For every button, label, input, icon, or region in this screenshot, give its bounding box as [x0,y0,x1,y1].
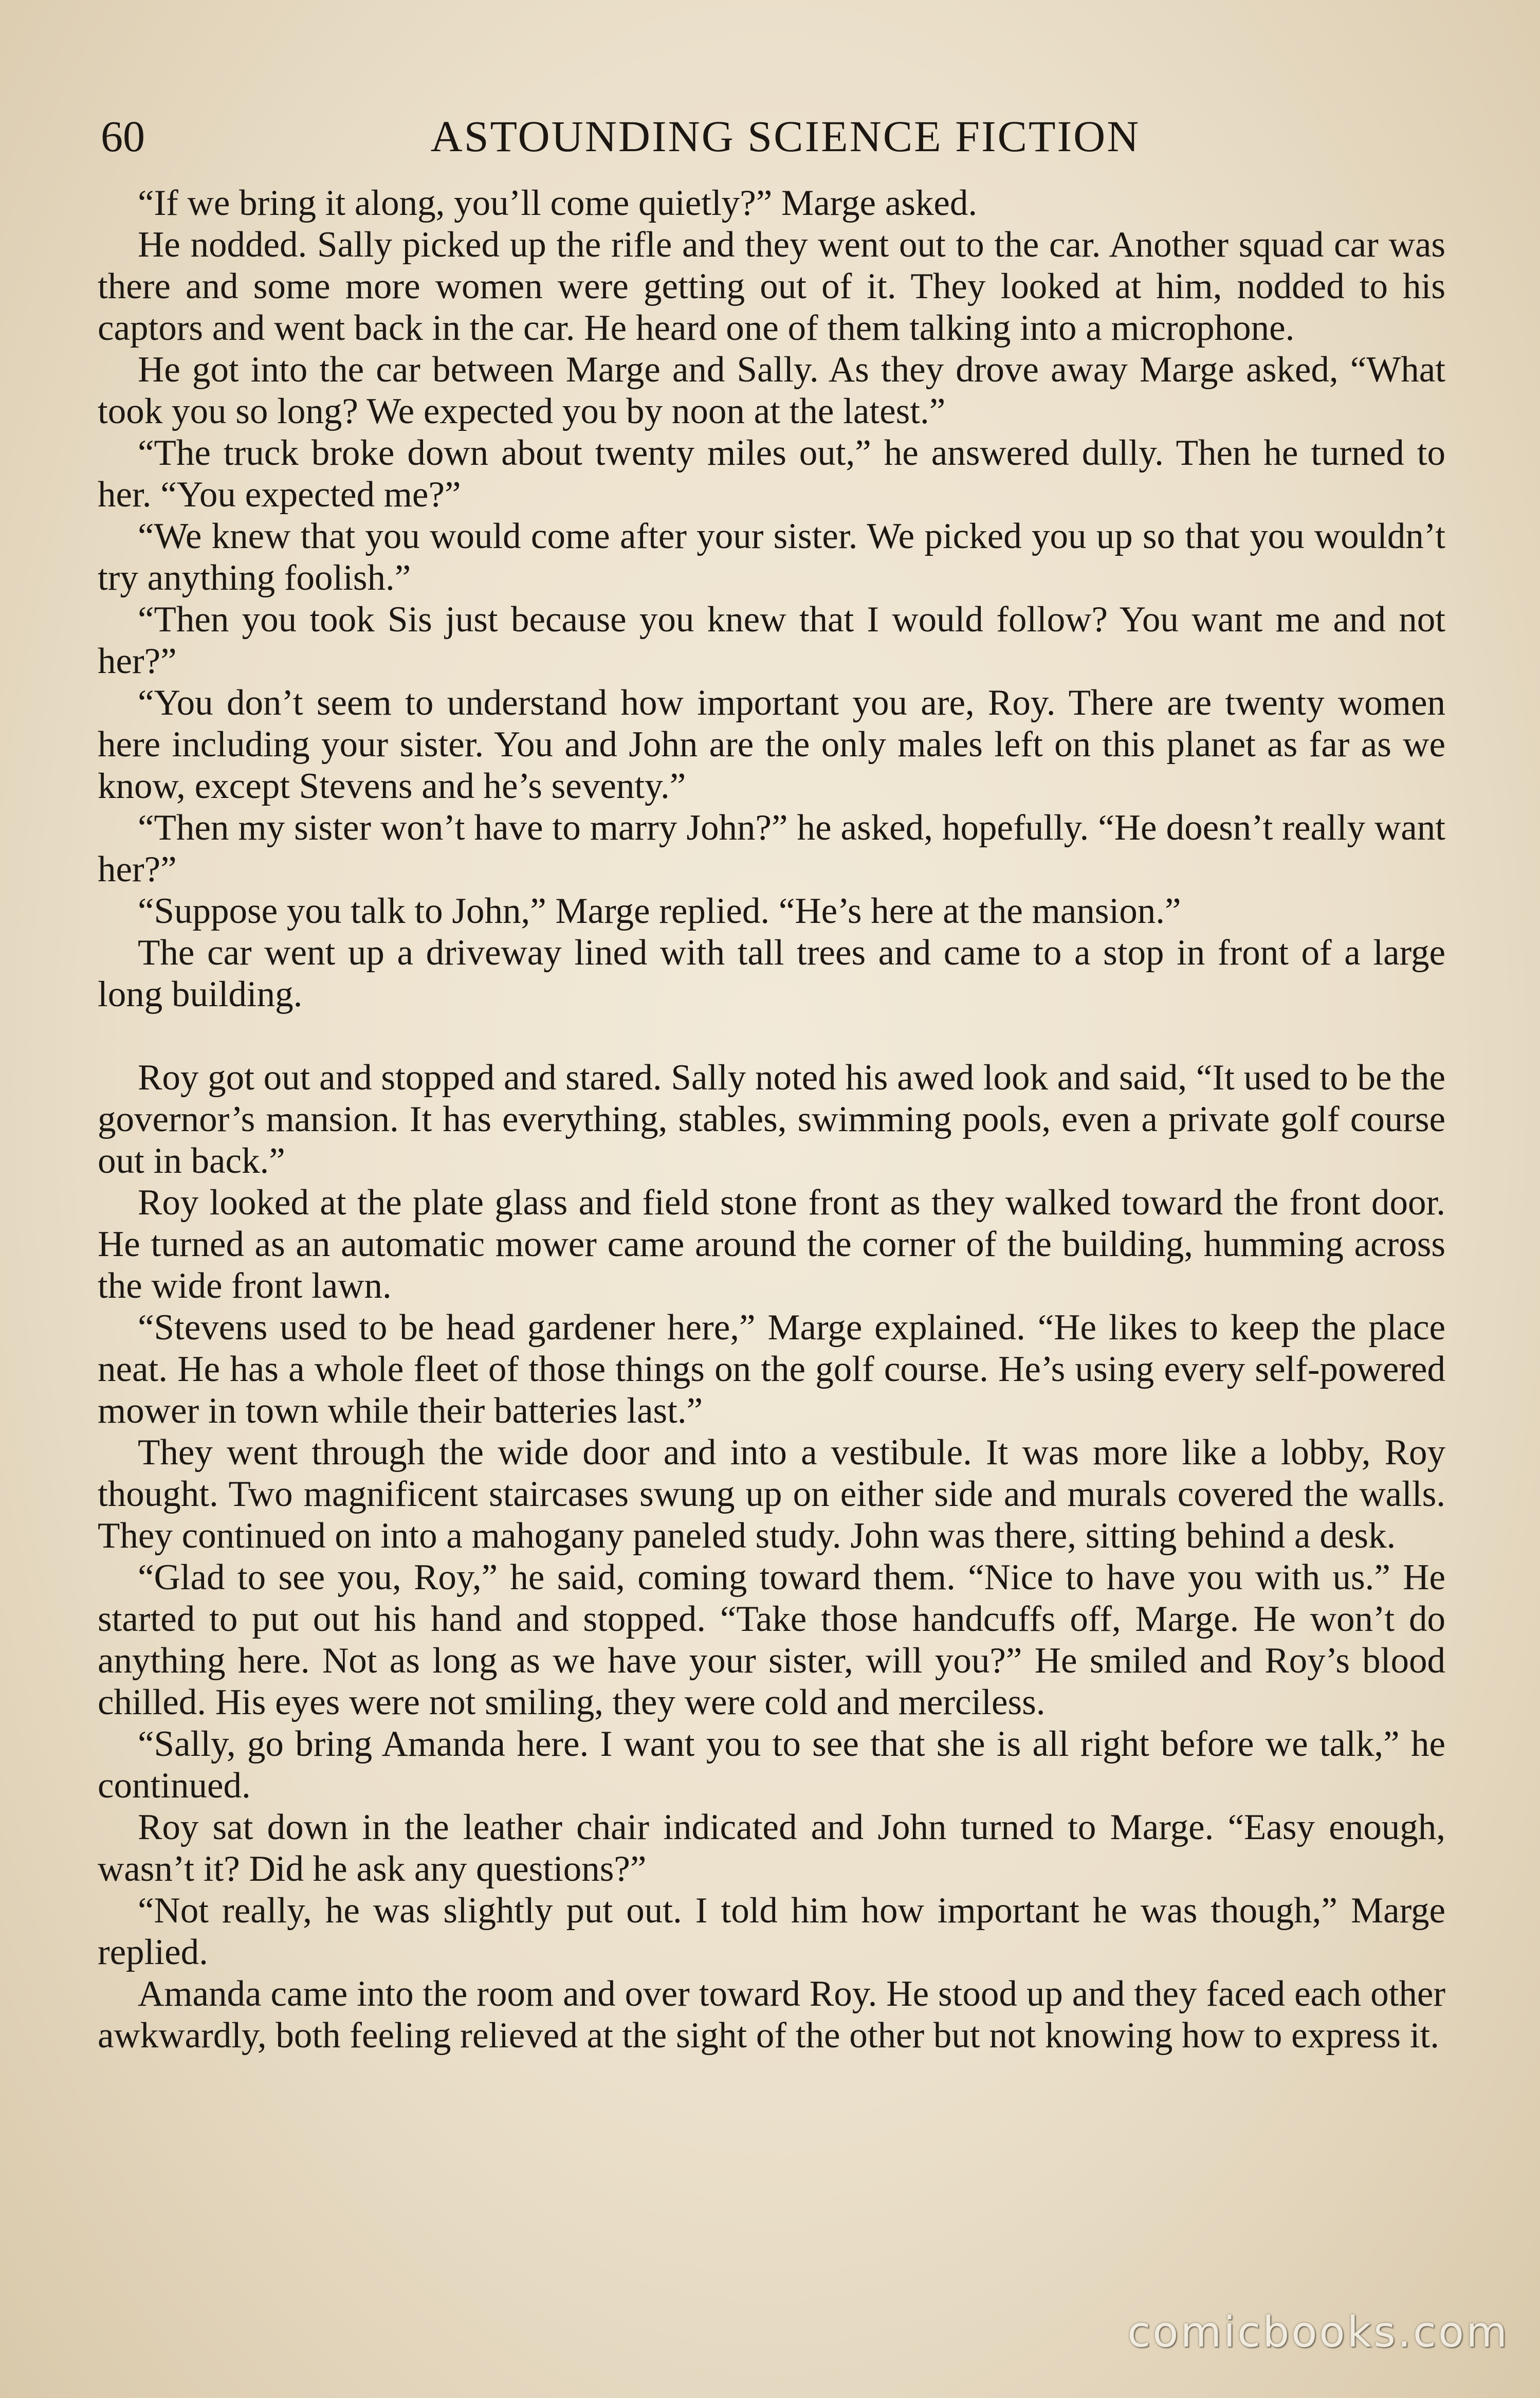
paragraph: Roy looked at the plate glass and field stone front as they walked toward the front door. He turned as an automatic mower came around the corner of the building, humming across the wide front lawn. [98,1183,1445,1306]
paragraph: “Then you took Sis just because you knew that I would follow? You want me and not her?” [98,600,1445,681]
paragraph: He nodded. Sally picked up the rifle and they went out to the car. Another squad car was there and some more women were getting out of it. They looked at him, nodded to his captors and went back in the car. He heard one of them talking into a microphone. [98,225,1445,348]
paragraph: “Sally, go bring Amanda here. I want you to see that she is all right before we talk,” he continued. [98,1724,1445,1806]
running-head [101,108,1439,165]
paragraph: “If we bring it along, you’ll come quietly?” Marge asked. [138,183,978,223]
page-number: 60 [101,112,145,161]
story-text [98,183,1445,2057]
paragraph: “Suppose you talk to John,” Marge replied. “He’s here at the mansion.” [138,891,1181,931]
paragraph: The car went up a driveway lined with tall trees and came to a stop in front of a large long building. [98,933,1445,1014]
paragraph: Roy got out and stopped and stared. Sally noted his awed look and said, “It used to be the governor’s mansion. It has everything, stables, swimming pools, even a private golf course out in back.” [98,1058,1445,1181]
paragraph: Roy sat down in the leather chair indicated and John turned to Marge. “Easy enough, wasn’t it? Did he ask any questions?” [98,1807,1445,1889]
paragraph: “The truck broke down about twenty miles out,” he answered dully. Then he turned to her. “You expected me?” [98,433,1445,515]
journal-title: ASTOUNDING SCIENCE FICTION [430,112,1141,161]
paragraph: “We knew that you would come after your sister. We picked you up so that you wouldn’t try anything foolish.” [98,516,1445,598]
paragraph: Amanda came into the room and over toward Roy. He stood up and they faced each other awkwardly, both feeling relieved at the sight of the other but not knowing how to express it. [98,1974,1445,2056]
paragraph: “Then my sister won’t have to marry John?” he asked, hopefully. “He doesn’t really want her?” [98,808,1445,889]
paragraph: “Not really, he was slightly put out. I told him how important he was though,” Marge replied. [98,1891,1445,1972]
watermark: comicbooks.com [1127,2308,1509,2357]
paragraph: “Glad to see you, Roy,” he said, coming toward them. “Nice to have you with us.” He started to put out his hand and stopped. “Take those handcuffs off, Marge. He won’t do anything here. Not as long as we have your sister, will you?” He smiled and Roy’s blood chilled. His eyes were not smiling, they were cold and merciless. [98,1557,1445,1722]
paragraph: He got into the car between Marge and Sally. As they drove away Marge asked, “What took you so long? We expected you by noon at the latest.” [98,350,1445,431]
paragraph: “Stevens used to be head gardener here,” Marge explained. “He likes to keep the place neat. He has a whole fleet of those things on the golf course. He’s using every self-powered mower in town while their batteries last.” [98,1307,1445,1431]
paragraph: They went through the wide door and into a vestibule. It was more like a lobby, Roy thought. Two magnificent staircases swung up on either side and murals covered the walls. They continued on into a mahogany paneled study. John was there, sitting behind a desk. [98,1432,1445,1556]
paragraph: “You don’t seem to understand how important you are, Roy. There are twenty women here including your sister. You and John are the only males left on this planet as far as we know, except Stevens and he’s seventy.” [98,683,1445,806]
